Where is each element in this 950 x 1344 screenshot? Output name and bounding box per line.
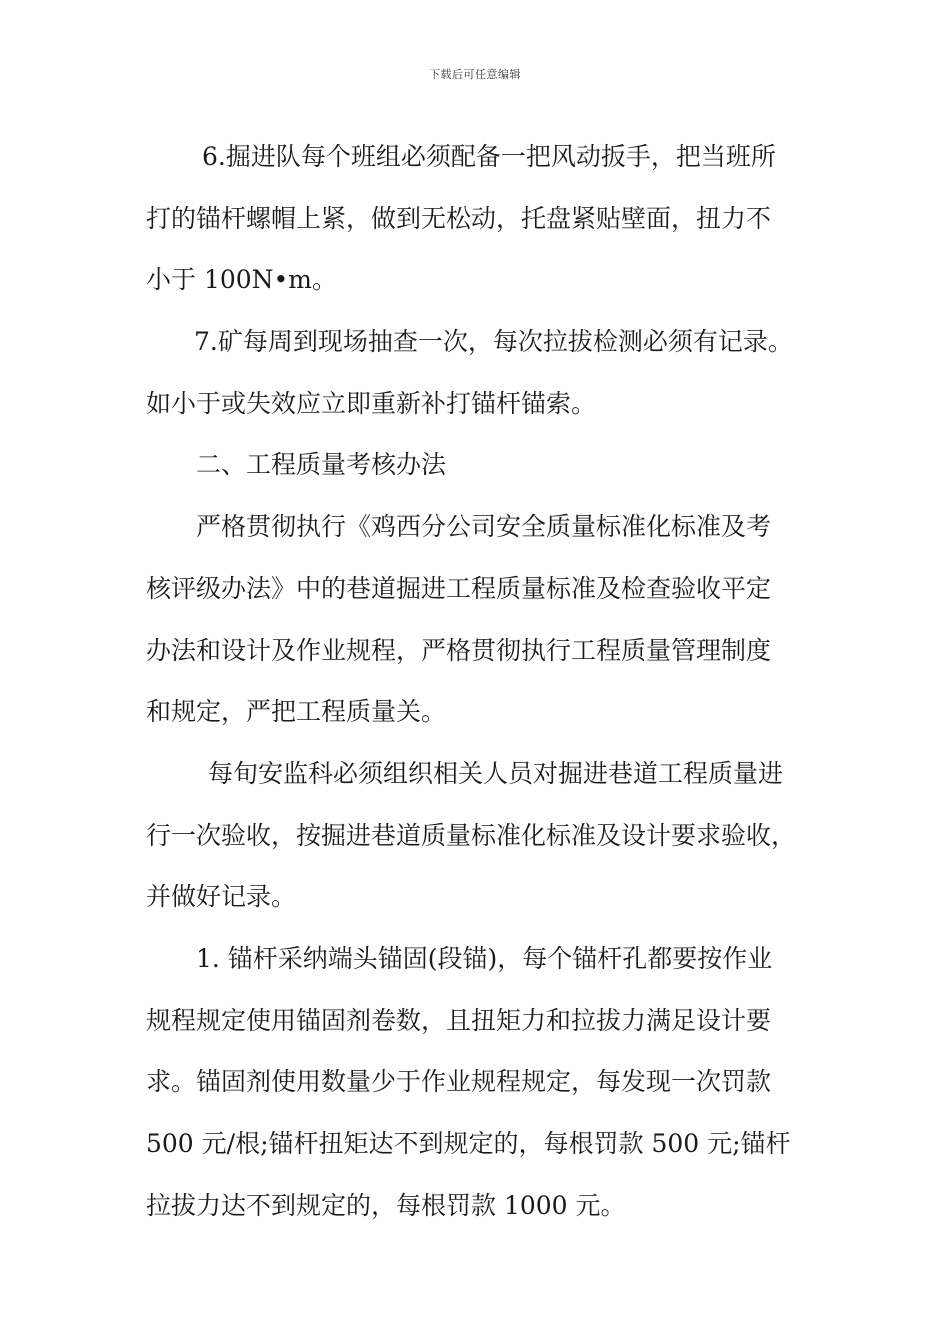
paragraph-line: 核评级办法》中的巷道掘进工程质量标准及检查验收平定: [146, 573, 772, 603]
paragraph-line: 和规定，严把工程质量关。: [146, 697, 447, 727]
paragraph-line: 规程规定使用锚固剂卷数，且扭矩力和拉拔力满足设计要: [146, 1005, 772, 1035]
paragraph-line: 行一次验收，按掘进巷道质量标准化标准及设计要求验收，: [146, 820, 797, 850]
paragraph-line: 严格贯彻执行《鸡西分公司安全质量标准化标准及考: [196, 512, 772, 542]
paragraph-line: 拉拔力达不到规定的，每根罚款 1000 元。: [146, 1190, 626, 1220]
section-heading: 二、工程质量考核办法: [196, 450, 447, 480]
paragraph-line: 办法和设计及作业规程，严格贯彻执行工程质量管理制度: [146, 635, 772, 665]
paragraph-line: 每旬安监科必须组织相关人员对掘进巷道工程质量进: [208, 758, 784, 788]
paragraph-line: 如小于或失效应立即重新补打锚杆锚索。: [146, 388, 597, 418]
paragraph-line: 500 元/根;锚杆扭矩达不到规定的，每根罚款 500 元;锚杆: [146, 1129, 791, 1158]
paragraph-line: 6.掘进队每个班组必须配备一把风动扳手，把当班所: [202, 142, 776, 171]
paragraph-line: 小于 100N•m。: [146, 265, 337, 295]
paragraph-line: 求。锚固剂使用数量少于作业规程规定，每发现一次罚款: [146, 1067, 772, 1097]
paragraph-line: 7.矿每周到现场抽查一次，每次拉拔检测必须有记录。: [194, 327, 793, 357]
paragraph-line: 并做好记录。: [146, 882, 297, 912]
paragraph-line: 1. 锚杆采纳端头锚固(段锚)，每个锚杆孔都要按作业: [196, 943, 773, 973]
download-editable-note: 下载后可任意编辑: [429, 68, 521, 81]
paragraph-line: 打的锚杆螺帽上紧，做到无松动，托盘紧贴壁面，扭力不: [146, 203, 772, 233]
document-body: [146, 126, 806, 1236]
